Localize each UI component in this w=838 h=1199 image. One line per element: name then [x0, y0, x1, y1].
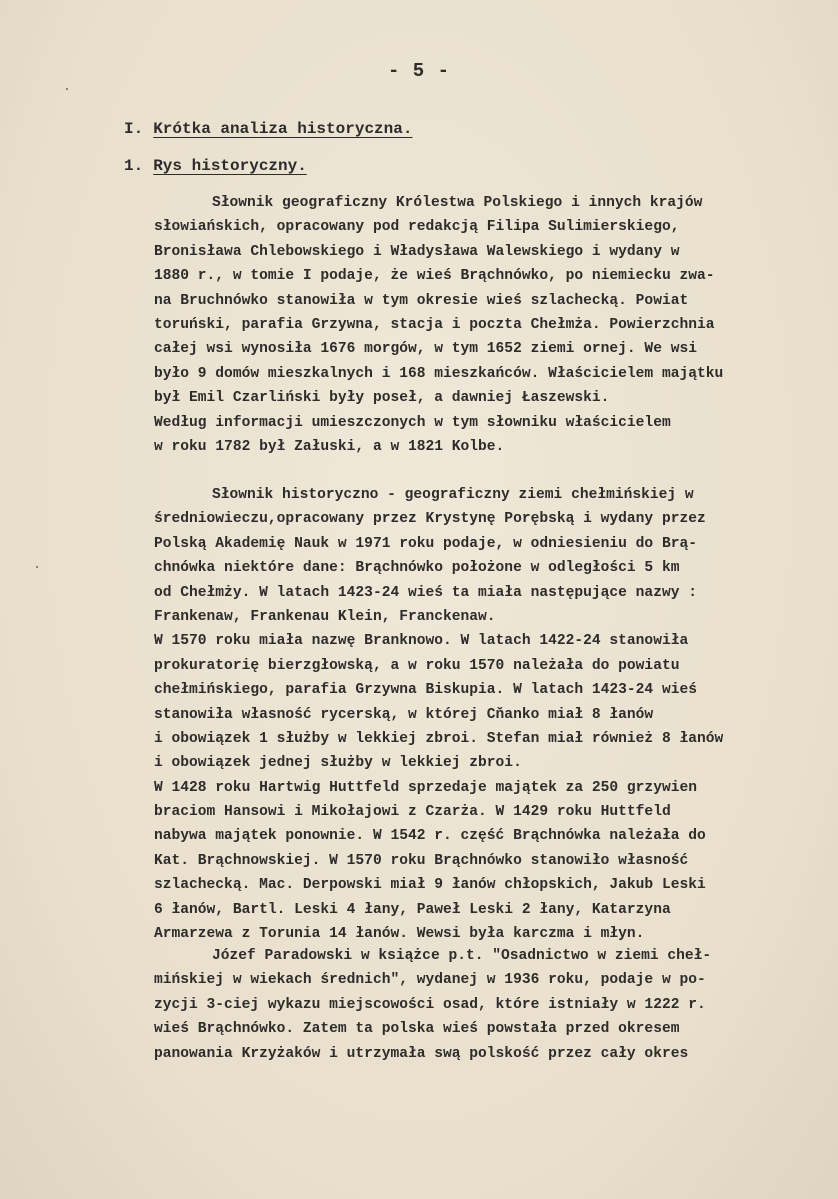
text-line: Według informacji umieszczonych w tym słowniku właścicielem — [154, 414, 671, 431]
section-heading — [124, 120, 412, 138]
paper-speck — [36, 566, 38, 568]
text-line: chnówka niektóre dane: Brąchnówko położone w odległości 5 km — [154, 560, 680, 577]
text-line: nabywa majątek ponownie. W 1542 r. część Brąchnówka należała do — [154, 828, 706, 845]
text-line: słowiańskich, opracowany pod redakcją Filipa Sulimierskiego, — [154, 219, 680, 236]
text-line: było 9 domów mieszkalnych i 168 mieszkańców. Właścicielem majątku — [154, 365, 724, 382]
text-line: Kat. Brąchnowskiej. W 1570 roku Brąchnówko stanowiło własność — [154, 852, 689, 869]
text-line: toruński, parafia Grzywna, stacja i poczta Chełmża. Powierzchnia — [154, 316, 715, 333]
text-line: i obowiązek jednej służby w lekkiej zbroi. — [154, 755, 522, 772]
text-line: Słownik historyczno - geograficzny ziemi chełmińskiej w — [212, 487, 694, 503]
text-line: mińskiej w wiekach średnich", wydanej w 1936 roku, podaje w po- — [154, 972, 706, 989]
text-line: Polską Akademię Nauk w 1971 roku podaje, w odniesieniu do Brą- — [154, 535, 697, 552]
paragraph-3 — [154, 944, 824, 1066]
text-line: 6 łanów, Bartl. Leski 4 łany, Paweł Leski 2 łany, Katarzyna — [154, 901, 671, 918]
section-number: I. — [124, 120, 144, 138]
text-line: od Chełmży. W latach 1423-24 wieś ta miała następujące nazwy : — [154, 584, 697, 601]
paragraph-2 — [154, 483, 824, 946]
paragraph-1 — [154, 191, 824, 459]
text-line: braciom Hansowi i Mikołajowi z Czarża. W 1429 roku Huttfeld — [154, 804, 671, 821]
text-line: panowania Krzyżaków i utrzymała swą polskość przez cały okres — [154, 1045, 689, 1062]
text-line: W 1428 roku Hartwig Huttfeld sprzedaje majątek za 250 grzywien — [154, 779, 697, 796]
subsection-title: Rys historyczny. — [153, 157, 307, 175]
text-line: Słownik geograficzny Królestwa Polskiego i innych krajów — [212, 195, 703, 211]
text-line: Józef Paradowski w książce p.t. "Osadnictwo w ziemi cheł- — [212, 948, 712, 964]
text-line: w roku 1782 był Załuski, a w 1821 Kolbe. — [154, 438, 505, 455]
text-line: W 1570 roku miała nazwę Branknowo. W latach 1422-24 stanowiła — [154, 633, 689, 650]
text-line: na Bruchnówko stanowiła w tym okresie wieś szlachecką. Powiat — [154, 292, 689, 309]
page-number: - 5 - — [387, 60, 450, 82]
section-title: Krótka analiza historyczna. — [153, 120, 413, 138]
text-line: i obowiązek 1 służby w lekkiej zbroi. Stefan miał również 8 łanów — [154, 730, 724, 747]
text-line: średniowieczu,opracowany przez Krystynę Porębską i wydany przez — [154, 511, 706, 528]
text-line: prokuratorię bierzgłowską, a w roku 1570 należała do powiatu — [154, 657, 680, 674]
paper-speck — [66, 88, 68, 90]
text-line: Armarzewa z Torunia 14 łanów. Wewsi była karczma i młyn. — [154, 926, 645, 943]
text-line: całej wsi wynosiła 1676 morgów, w tym 1652 ziemi ornej. We wsi — [154, 341, 697, 358]
subsection-heading — [124, 157, 307, 175]
text-line: Bronisława Chlebowskiego i Władysława Walewskiego i wydany w — [154, 243, 680, 260]
text-line: Frankenaw, Frankenau Klein, Franckenaw. — [154, 608, 496, 625]
text-line: szlachecką. Mac. Derpowski miał 9 łanów chłopskich, Jakub Leski — [154, 877, 706, 894]
text-line: 1880 r., w tomie I podaje, że wieś Brąchnówko, po niemiecku zwa- — [154, 268, 715, 285]
subsection-number: 1. — [124, 157, 144, 175]
text-line: stanowiła własność rycerską, w której Cňanko miał 8 łanów — [154, 706, 654, 723]
text-line: wieś Brąchnówko. Zatem ta polska wieś powstała przed okresem — [154, 1021, 680, 1038]
text-line: chełmińskiego, parafia Grzywna Biskupia. W latach 1423-24 wieś — [154, 682, 697, 699]
text-line: zycji 3-ciej wykazu miejscowości osad, które istniały w 1222 r. — [154, 996, 706, 1013]
text-line: był Emil Czarliński były poseł, a dawniej Łaszewski. — [154, 390, 610, 407]
